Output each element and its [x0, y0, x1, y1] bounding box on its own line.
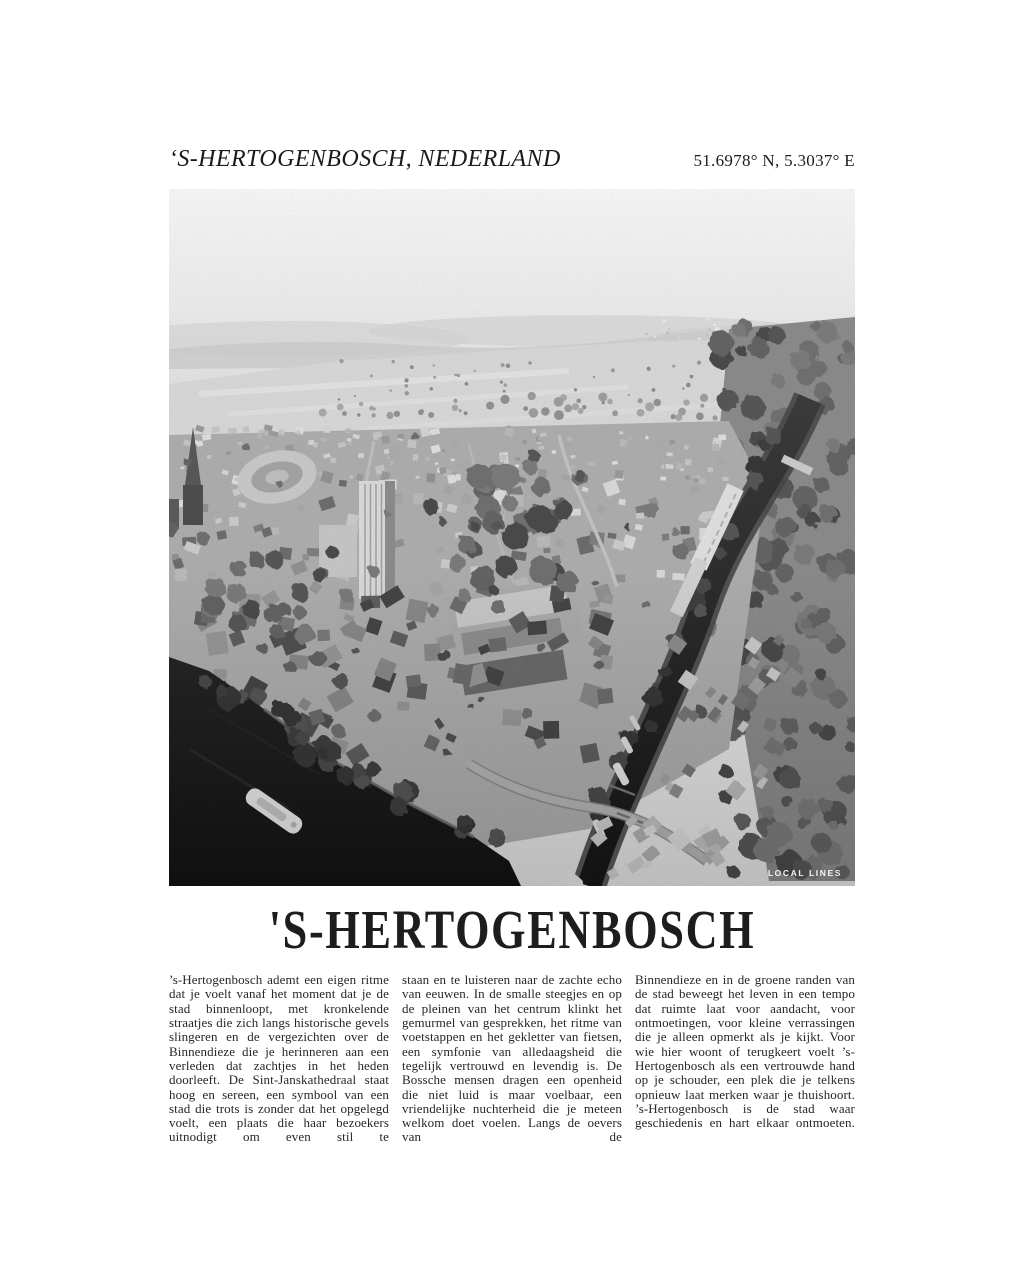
- photo-watermark: LOCAL LINES: [767, 868, 842, 878]
- body-columns: [169, 973, 855, 1145]
- film-grain-overlay: [169, 189, 855, 886]
- poster-header: [169, 146, 855, 173]
- aerial-photo: [169, 189, 855, 886]
- aerial-photo-illustration: [169, 189, 855, 886]
- body-column-2: staan en te luisteren naar de zachte echo van eeuwen. In de smalle steegjes en op de pleinen van het centrum klinkt het gemurmel van gesprekken, het ritme van voetstappen en het gekletter van fietsen, een symfonie van alledaagsheid die tegelijk vertrouwd en levendig is. De Bossche mensen dragen een openheid die niet luid is maar voelbaar, een vriendelijke nuchterheid die je meteen welkom doet voelen. Langs de oevers van de: [402, 972, 622, 1145]
- poster-title: 'S-HERTOGENBOSCH: [268, 900, 756, 961]
- body-column-1: ’s-Hertogenbosch ademt een eigen ritme dat je voelt vanaf het moment dat je de stad binnenloopt, met kronkelende straatjes die zich langs historische gevels slingeren en de vergezichten over de Binnendieze die je herinneren aan een verleden dat zachtjes in het heden doorleeft. De Sint-Janskathedraal staat hoog en sereen, een symbool van een stad die trots is zonder dat het opgelegd voelt, een plaats die haar bezoekers uitnodigt om even stil te: [169, 972, 389, 1145]
- body-column-3: Binnendieze en in de groene randen van de stad beweegt het leven in een tempo dat ruimte laat voor aandacht, voor ontmoetingen, voor kleine verrassingen die je alleen opmerkt als je kijkt. Voor wie hier woont of terugkeert voelt ’s-Hertogenbosch als een vertrouwde hand op je schouder, een plek die je telkens opnieuw laat merken waar je thuishoort. ’s-Hertogenbosch is de stad waar geschiedenis en hart elkaar ontmoeten.: [635, 972, 855, 1131]
- poster-page: [169, 0, 855, 1145]
- header-location: ‘S-HERTOGENBOSCH, NEDERLAND: [169, 146, 561, 172]
- header-coordinates: 51.6978° N, 5.3037° E: [693, 151, 855, 170]
